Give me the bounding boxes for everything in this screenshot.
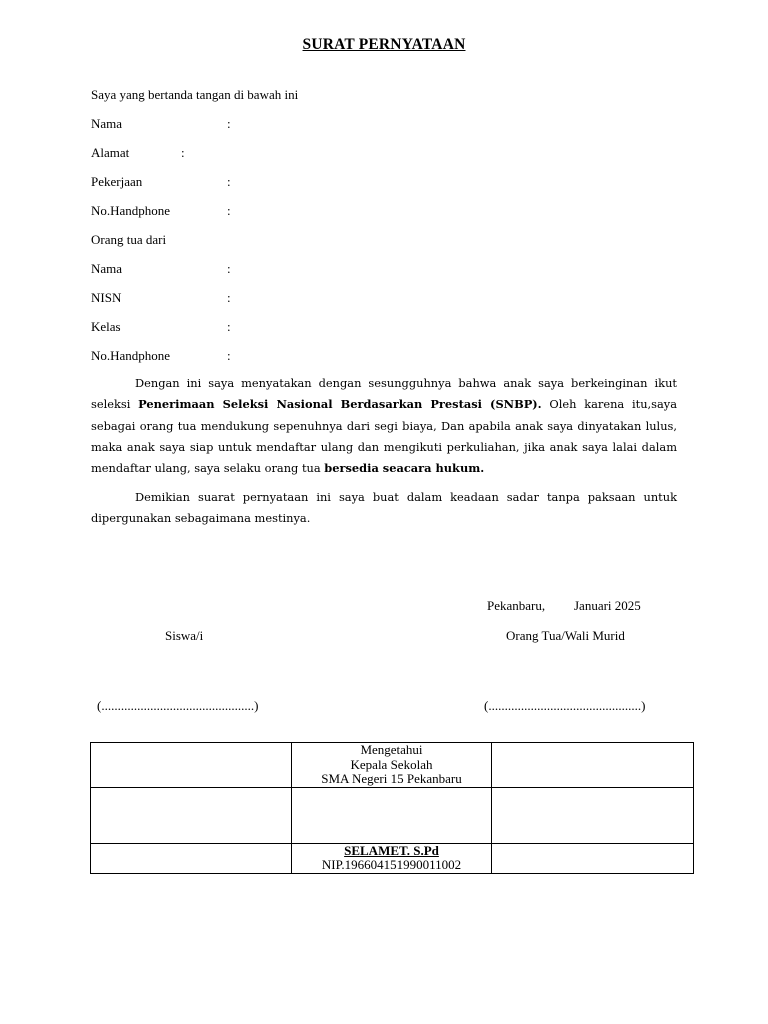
field-label-kelas: Kelas xyxy=(91,319,121,334)
field-colon: : xyxy=(227,319,231,334)
approval-mengetahui: Mengetahui xyxy=(360,742,423,757)
field-label-alamat: Alamat xyxy=(91,145,130,160)
approval-cell-right xyxy=(492,743,694,788)
field-colon: : xyxy=(227,261,231,276)
principal-nip: NIP.196604151990011002 xyxy=(321,857,462,872)
field-colon: : xyxy=(227,290,231,305)
field-colon: : xyxy=(227,348,231,363)
parent-signature-blank: (...............................................) xyxy=(484,698,646,713)
statement-paragraph xyxy=(91,373,677,479)
approval-header-cell xyxy=(292,743,492,788)
statement-text-2: Oleh karena itu,saya sebagai orang tua mendukung sepenuhnya dari segi biaya, Dan apabila anak saya dinyatakan lulus, maka anak saya siap untuk mendaftar ulang dan mengikuti perkuliahan, jika anak saya lalai dalam mendaftar ulang, saya selaku orang tua xyxy=(91,397,678,476)
name-cell-left xyxy=(91,843,292,873)
approval-cell-left xyxy=(91,743,292,788)
approval-kepala-sekolah: Kepala Sekolah xyxy=(350,756,433,772)
place-text: Pekanbaru, xyxy=(487,598,546,613)
child-heading: Orang tua dari xyxy=(91,232,167,247)
date-text: Januari 2025 xyxy=(574,598,641,613)
field-label-pekerjaan: Pekerjaan xyxy=(91,174,143,189)
field-colon: : xyxy=(227,116,231,131)
signature-space-center xyxy=(292,787,492,843)
field-colon: : xyxy=(227,203,231,218)
closing-paragraph xyxy=(91,487,677,530)
signature-space-left xyxy=(91,787,292,843)
closing-text: Demikian suarat pernyataan ini saya buat dalam keadaan sadar tanpa paksaan untuk dipergunakan sebagaimana mestinya. xyxy=(91,490,677,526)
statement-text-1: Dengan ini saya menyatakan dengan sesungguhnya bahwa anak saya berkeinginan ikut seleksi xyxy=(91,376,677,412)
principal-name: SELAMET. S.Pd xyxy=(344,842,439,858)
field-label-handphone: No.Handphone xyxy=(91,203,171,218)
statement-bold-hukum: bersedia seacara hukum. xyxy=(324,461,485,476)
principal-name-cell xyxy=(292,843,492,873)
parent-signer-label: Orang Tua/Wali Murid xyxy=(506,628,625,643)
approval-school-name: SMA Negeri 15 Pekanbaru xyxy=(321,771,462,786)
field-colon: : xyxy=(181,145,185,160)
name-cell-right xyxy=(492,843,694,873)
approval-table xyxy=(90,742,694,874)
student-signer-label: Siswa/i xyxy=(165,628,204,643)
statement-bold-snbp: Penerimaan Seleksi Nasional Berdasarkan Prestasi (SNBP). xyxy=(138,397,542,412)
intro-text: Saya yang bertanda tangan di bawah ini xyxy=(91,87,299,102)
field-colon: : xyxy=(227,174,231,189)
student-signature-blank: (...............................................) xyxy=(97,698,259,713)
field-label-nama-anak: Nama xyxy=(91,261,123,276)
field-label-handphone-anak: No.Handphone xyxy=(91,348,171,363)
signature-space-right xyxy=(492,787,694,843)
field-label-nama: Nama xyxy=(91,116,123,131)
document-title: SURAT PERNYATAAN xyxy=(302,36,466,53)
field-label-nisn: NISN xyxy=(91,290,122,305)
